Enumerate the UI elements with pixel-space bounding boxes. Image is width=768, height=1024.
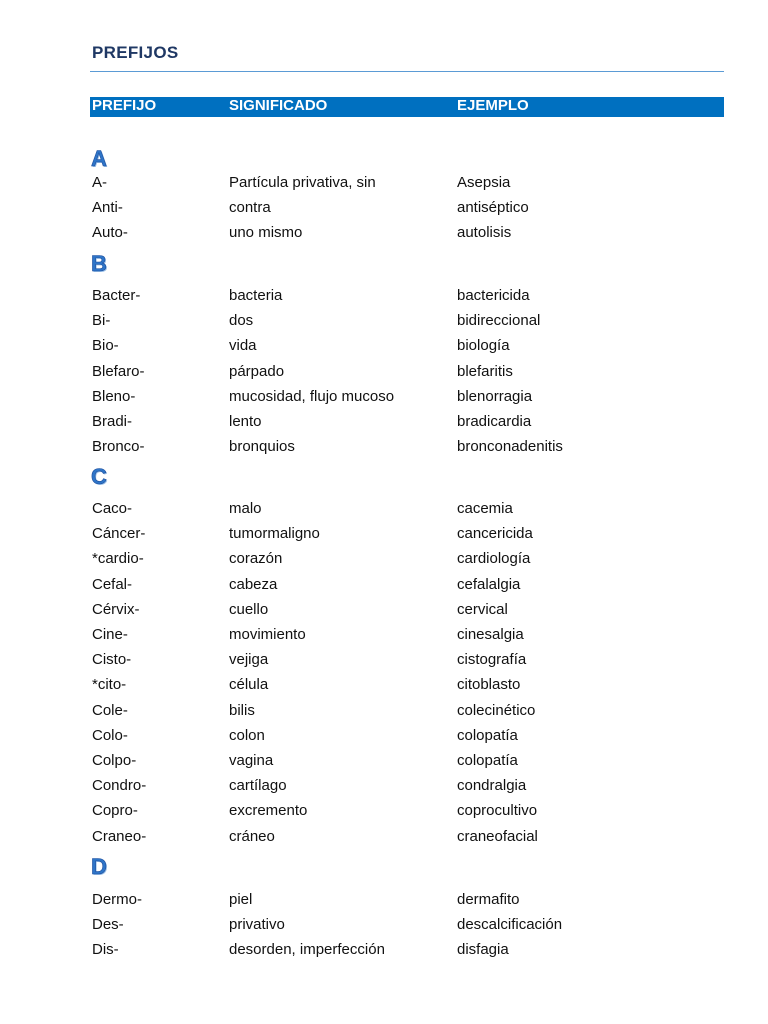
table-row [0,826,768,848]
example-cell: blenorragia [457,387,533,405]
table-row [0,599,768,621]
meaning-cell: vida [229,337,257,355]
meaning-cell: uno mismo [229,224,303,242]
table-row [0,674,768,696]
section-letter-c: C [91,464,107,489]
example-cell: disfagia [457,941,509,959]
table-row [0,624,768,646]
header-prefix: PREFIJO [92,97,157,114]
example-cell: cardiología [457,550,531,568]
example-cell: cistografía [457,651,527,669]
table-row [0,914,768,936]
prefix-cell: *cito- [92,676,127,694]
prefix-cell: Copro- [92,802,138,820]
table-row [0,436,768,458]
prefix-cell: Dermo- [92,891,143,908]
example-cell: cinesalgia [457,626,524,643]
table-row [0,172,768,194]
prefix-cell: Colo- [92,726,128,744]
meaning-cell: corazón [229,550,283,568]
meaning-cell: privativo [229,916,285,934]
example-cell: cancericida [457,525,533,543]
example-cell: biología [457,337,510,355]
table-row [0,498,768,520]
meaning-cell: desorden, imperfección [229,941,385,959]
meaning-cell: cráneo [229,827,275,845]
meaning-cell: bilis [229,701,255,719]
table-header [90,97,724,117]
example-cell: bidireccional [457,312,541,330]
prefix-cell: Cine- [92,626,128,643]
example-cell: colecinético [457,701,536,719]
meaning-cell: mucosidad, flujo mucoso [229,387,395,405]
meaning-cell: vejiga [229,651,269,669]
prefix-cell: Dis- [92,941,119,959]
meaning-cell: bacteria [229,287,283,304]
prefix-cell: Craneo- [92,827,147,845]
prefix-cell: Condro- [92,777,147,795]
example-cell: citoblasto [457,676,521,694]
header-example: EJEMPLO [457,97,529,114]
page-title: PREFIJOS [92,43,179,62]
example-cell: colopatía [457,726,518,744]
table-row [0,197,768,219]
table-row [0,750,768,772]
table-row [0,649,768,671]
table-row [0,889,768,911]
example-cell: dermafito [457,891,520,908]
section-letter-b: B [91,251,107,276]
table-row [0,361,768,383]
meaning-cell: colon [229,726,265,744]
meaning-cell: célula [229,676,269,694]
prefix-cell: Auto- [92,224,128,242]
prefix-cell: Cáncer- [92,525,146,543]
meaning-cell: cartílago [229,777,287,795]
example-cell: condralgia [457,777,527,795]
meaning-cell: tumormaligno [229,525,320,543]
example-cell: descalcificación [457,916,563,934]
title-divider [90,71,724,72]
table-row [0,800,768,822]
table-row [0,523,768,545]
prefix-cell: Cérvix- [92,600,140,618]
meaning-cell: cuello [229,600,269,618]
prefix-cell: Bradi- [92,413,133,430]
meaning-cell: movimiento [229,626,306,643]
example-cell: bronconadenitis [457,438,563,456]
prefix-cell: *cardio- [92,550,144,568]
meaning-cell: vagina [229,752,274,769]
prefix-cell: Des- [92,916,124,934]
prefix-cell: Bleno- [92,387,136,405]
meaning-cell: lento [229,413,262,430]
prefix-cell: Cole- [92,701,128,719]
table-row [0,775,768,797]
table-row [0,222,768,244]
meaning-cell: Partícula privativa, sin [229,174,376,191]
table-row [0,700,768,722]
table-row [0,285,768,307]
example-cell: craneofacial [457,827,538,845]
prefix-cell: Bio- [92,337,119,355]
example-cell: bradicardia [457,413,532,430]
meaning-cell: cabeza [229,575,278,593]
section-letter-d: D [91,854,107,879]
prefix-cell: Bronco- [92,438,145,456]
meaning-cell: bronquios [229,438,295,456]
section-letter-a: A [91,146,107,171]
meaning-cell: dos [229,312,254,330]
table-row [0,411,768,433]
table-row [0,310,768,332]
example-cell: antiséptico [457,199,529,217]
meaning-cell: malo [229,500,262,517]
example-cell: bactericida [457,287,530,304]
example-cell: autolisis [457,224,512,242]
table-row [0,335,768,357]
example-cell: cacemia [457,500,513,517]
meaning-cell: excremento [229,802,308,820]
example-cell: cervical [457,600,508,618]
table-row [0,548,768,570]
table-row [0,386,768,408]
table-row [0,574,768,596]
prefix-cell: Anti- [92,199,123,217]
example-cell: Asepsia [457,174,511,191]
header-meaning: SIGNIFICADO [229,97,328,114]
example-cell: blefaritis [457,362,513,380]
prefix-cell: Cefal- [92,575,133,593]
meaning-cell: contra [229,199,271,217]
prefix-cell: A- [92,174,107,191]
meaning-cell: piel [229,891,253,908]
prefix-cell: Colpo- [92,752,137,769]
example-cell: coprocultivo [457,802,538,820]
table-row [0,939,768,961]
prefix-cell: Bacter- [92,287,141,304]
prefix-cell: Blefaro- [92,362,145,380]
example-cell: colopatía [457,752,518,769]
example-cell: cefalalgia [457,575,521,593]
table-row [0,725,768,747]
prefix-cell: Caco- [92,500,133,517]
prefix-cell: Cisto- [92,651,132,669]
prefix-cell: Bi- [92,312,111,330]
meaning-cell: párpado [229,362,285,380]
